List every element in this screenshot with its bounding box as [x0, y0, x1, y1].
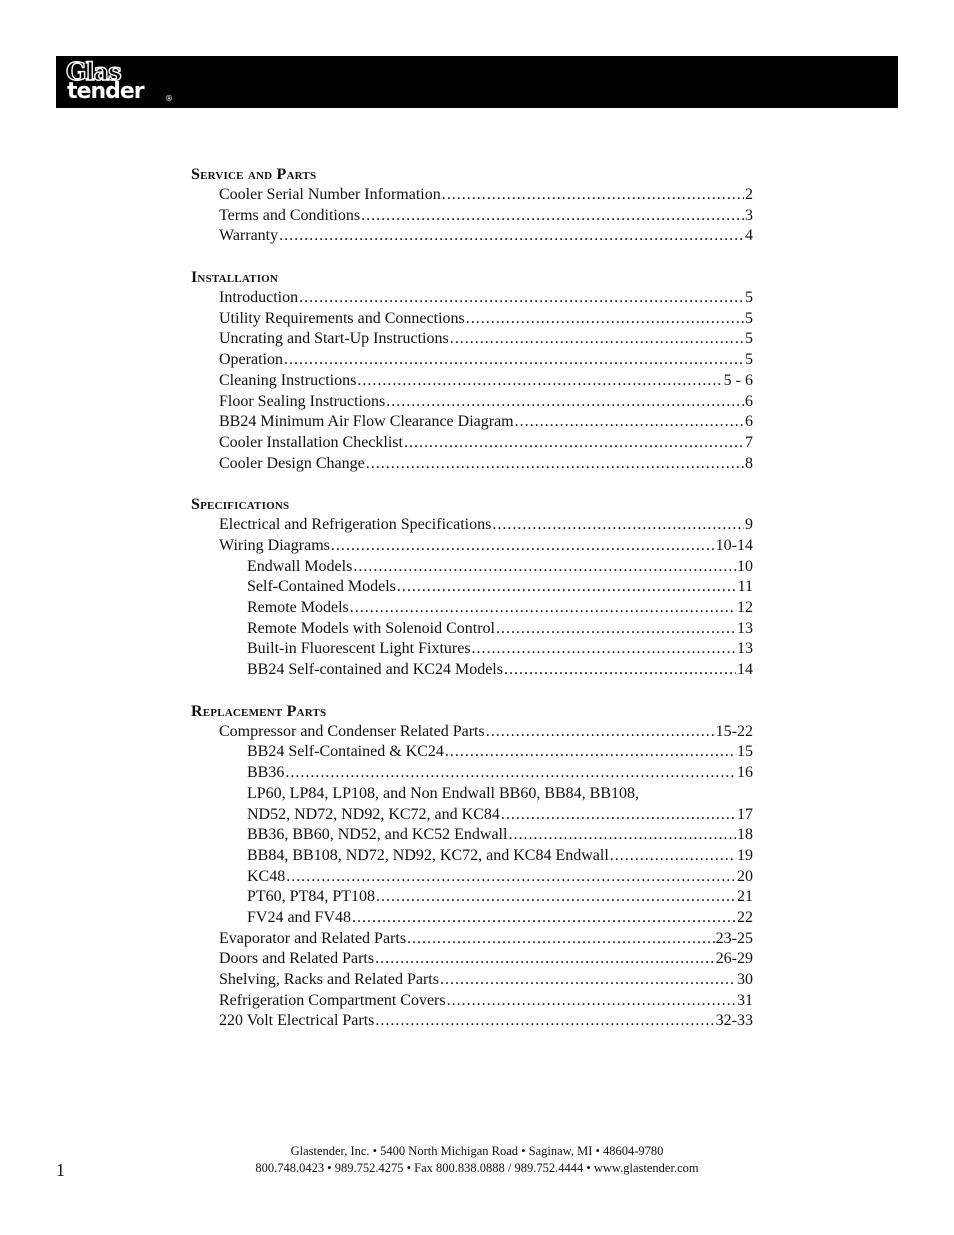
toc-entry-page: 13	[737, 619, 753, 637]
dot-leader	[515, 412, 744, 433]
logo-tender-text: tender	[67, 79, 144, 104]
toc-entry-page: 6	[745, 413, 753, 431]
footer-contact-info	[195, 1143, 759, 1177]
toc-entry-label: BB36	[247, 764, 285, 782]
toc-entry[interactable]	[219, 970, 753, 991]
toc-entry-page: 5	[745, 330, 753, 348]
toc-entry-label: LP60, LP84, LP108, and Non Endwall BB60, BB84, BB108,	[247, 784, 640, 802]
dot-leader	[299, 288, 744, 309]
toc-entry-page: 8	[745, 454, 753, 472]
section-title: Replacement Parts	[191, 702, 327, 720]
dot-leader	[486, 722, 715, 743]
toc-entry[interactable]	[219, 949, 753, 970]
dot-leader	[447, 991, 736, 1012]
toc-entry-page: 22	[737, 908, 753, 926]
dot-leader	[496, 619, 736, 640]
section-service-and-parts	[191, 165, 753, 247]
toc-entry-label: Warranty	[219, 227, 279, 245]
toc-entry[interactable]	[219, 371, 753, 392]
dot-leader	[450, 329, 744, 350]
toc-entry-page: 20	[737, 867, 753, 885]
section-title: Specifications	[191, 496, 290, 514]
section-specifications	[191, 495, 753, 681]
toc-entry-page: 14	[737, 661, 753, 679]
dot-leader	[375, 949, 715, 970]
toc-subentry[interactable]	[247, 825, 753, 846]
section-title: Service and Parts	[191, 166, 317, 183]
toc-entry-page: 26-29	[715, 950, 753, 968]
toc-entry-label: Built-in Fluorescent Light Fixtures	[247, 640, 471, 658]
logo-glas-text: Glas	[66, 57, 121, 86]
toc-subentry[interactable]	[247, 742, 753, 763]
toc-entry-label: BB36, BB60, ND52, and KC52 Endwall	[247, 826, 508, 844]
toc-entry[interactable]	[219, 412, 753, 433]
toc-entry-page: 13	[737, 640, 753, 658]
toc-entry-page: 5	[745, 309, 753, 327]
toc-entry-label: Remote Models with Solenoid Control	[247, 619, 495, 637]
toc-subentry[interactable]	[247, 763, 753, 784]
toc-entry-page: 10	[737, 557, 753, 575]
page-number: 1	[56, 1160, 65, 1180]
dot-leader	[353, 557, 736, 578]
toc-entry-label: Electrical and Refrigeration Specifications	[219, 516, 492, 534]
toc-entry-label: Cleaning Instructions	[219, 371, 357, 389]
toc-entry-label: 220 Volt Electrical Parts	[219, 1012, 375, 1030]
dot-leader	[397, 577, 737, 598]
glastender-logo	[66, 57, 176, 104]
dot-leader	[361, 206, 744, 227]
toc-subentry[interactable]	[247, 577, 753, 598]
toc-entry-page: 2	[745, 186, 753, 203]
toc-entry-label: Cooler Serial Number Information	[219, 186, 441, 203]
dot-leader	[442, 185, 744, 206]
toc-entry-label: Endwall Models	[247, 557, 353, 575]
toc-entry-label: Terms and Conditions	[219, 206, 361, 224]
toc-entry-page: 12	[737, 599, 753, 616]
toc-subentry[interactable]	[247, 846, 753, 867]
dot-leader	[284, 350, 744, 371]
dot-leader	[440, 970, 736, 991]
footer-phone-web: 800.748.0423 • 989.752.4275 • Fax 800.838.0888 / 989.752.4444 • www.glastender.com	[255, 1161, 699, 1175]
toc-entry-label: Refrigeration Compartment Covers	[219, 991, 446, 1009]
dot-leader	[376, 887, 736, 908]
toc-entry[interactable]	[219, 515, 753, 536]
toc-entry-page: 16	[737, 764, 753, 782]
toc-entry-label: Compressor and Condenser Related Parts	[219, 722, 485, 740]
toc-entry-label: Cooler Installation Checklist	[219, 433, 403, 451]
toc-entry-page: 21	[737, 888, 753, 906]
toc-subentry[interactable]	[247, 639, 753, 660]
dot-leader	[386, 392, 744, 413]
dot-leader	[286, 867, 736, 888]
toc-entry-label: BB24 Self-Contained & KC24	[247, 743, 444, 761]
toc-entry-label: KC48	[247, 867, 286, 885]
dot-leader	[504, 660, 736, 681]
toc-subentry[interactable]	[247, 805, 753, 826]
toc-entry-label: Shelving, Racks and Related Parts	[219, 971, 439, 988]
dot-leader	[466, 309, 744, 330]
toc-entry-label: Uncrating and Start-Up Instructions	[219, 330, 449, 348]
dot-leader	[472, 639, 736, 660]
toc-entry-page: 15	[737, 743, 753, 761]
section-installation	[191, 268, 753, 474]
toc-entry[interactable]	[219, 329, 753, 350]
dot-leader	[492, 515, 744, 536]
toc-subentry[interactable]	[247, 867, 753, 888]
toc-entry-page: 32-33	[715, 1012, 753, 1030]
toc-subentry[interactable]	[247, 619, 753, 640]
toc-entry-page: 19	[737, 846, 753, 864]
dot-leader	[501, 805, 736, 826]
toc-entry-page: 5	[745, 289, 753, 307]
toc-entry-label: BB84, BB108, ND72, ND92, KC72, and KC84 Endwall	[247, 846, 609, 864]
footer-address: Glastender, Inc. • 5400 North Michigan Road • Saginaw, MI • 48604-9780	[290, 1144, 664, 1158]
toc-subentry[interactable]	[247, 557, 753, 578]
toc-entry[interactable]	[219, 392, 753, 413]
toc-entry[interactable]	[219, 309, 753, 330]
dot-leader	[407, 929, 715, 950]
toc-entry-page: 7	[745, 433, 753, 451]
toc-entry-label: BB24 Self-contained and KC24 Models	[247, 661, 503, 679]
toc-entry-label: PT60, PT84, PT108	[247, 888, 376, 906]
toc-entry[interactable]	[219, 1011, 753, 1032]
toc-entry[interactable]	[219, 185, 753, 206]
toc-entry[interactable]	[219, 536, 753, 557]
toc-entry-page: 9	[745, 516, 753, 534]
toc-entry-label: ND52, ND72, ND92, KC72, and KC84	[247, 805, 500, 823]
toc-entry-label: Wiring Diagrams	[219, 536, 330, 554]
toc-entry-page: 5 - 6	[723, 371, 753, 389]
dot-leader	[366, 454, 744, 475]
toc-entry-label: Floor Sealing Instructions	[219, 392, 386, 410]
toc-entry-page: 17	[737, 805, 753, 823]
toc-entry-label: Remote Models	[247, 599, 349, 616]
toc-entry-page: 31	[737, 991, 753, 1009]
dot-leader	[375, 1011, 714, 1032]
toc-entry-page: 30	[737, 971, 753, 988]
toc-subentry[interactable]	[247, 660, 753, 681]
dot-leader	[357, 371, 722, 392]
dot-leader	[404, 433, 744, 454]
dot-leader	[331, 536, 715, 557]
dot-leader	[445, 742, 736, 763]
toc-entry-label: Cooler Design Change	[219, 454, 365, 472]
dot-leader	[352, 908, 736, 929]
toc-entry-page: 23-25	[715, 929, 753, 947]
toc-entry-label: BB24 Minimum Air Flow Clearance Diagram	[219, 413, 514, 431]
toc-entry-label: Doors and Related Parts	[219, 950, 375, 968]
toc-entry-page: 5	[745, 351, 753, 369]
logo-registered-mark: ®	[165, 94, 173, 103]
dot-leader	[285, 763, 736, 784]
toc-entry-page: 6	[745, 392, 753, 410]
toc-entry-page: 18	[737, 826, 753, 844]
toc-entry[interactable]	[219, 722, 753, 743]
toc-entry[interactable]	[219, 454, 753, 475]
toc-subentry[interactable]	[247, 598, 753, 619]
toc-entry-page: 3	[745, 206, 753, 224]
dot-leader	[610, 846, 736, 867]
toc-entry[interactable]	[219, 226, 753, 247]
header-bar	[56, 56, 898, 108]
toc-entry-label: Self-Contained Models	[247, 578, 396, 596]
toc-entry-page: 10-14	[715, 536, 753, 554]
toc-entry-label: Evaporator and Related Parts	[219, 929, 407, 947]
toc-entry[interactable]	[219, 350, 753, 371]
toc-entry-page: 15-22	[715, 722, 753, 740]
toc-entry-label: Operation	[219, 351, 283, 369]
dot-leader	[508, 825, 736, 846]
section-replacement-parts	[191, 702, 753, 1032]
toc-entry-page: 11	[737, 578, 753, 596]
dot-leader	[350, 598, 736, 619]
toc-subentry[interactable]	[247, 887, 753, 908]
section-title: Installation	[191, 269, 279, 287]
table-of-contents	[191, 165, 753, 1053]
toc-entry[interactable]	[219, 433, 753, 454]
dot-leader	[279, 226, 744, 247]
toc-entry[interactable]	[219, 288, 753, 309]
toc-entry[interactable]	[219, 929, 753, 950]
toc-entry[interactable]	[219, 206, 753, 227]
toc-subentry[interactable]	[247, 908, 753, 929]
toc-entry-page: 4	[745, 227, 753, 245]
toc-subentry-continued[interactable]	[247, 784, 753, 805]
toc-entry-label: Utility Requirements and Connections	[219, 309, 465, 327]
toc-entry[interactable]	[219, 991, 753, 1012]
toc-entry-label: Introduction	[219, 289, 299, 307]
toc-entry-label: FV24 and FV48	[247, 908, 352, 926]
